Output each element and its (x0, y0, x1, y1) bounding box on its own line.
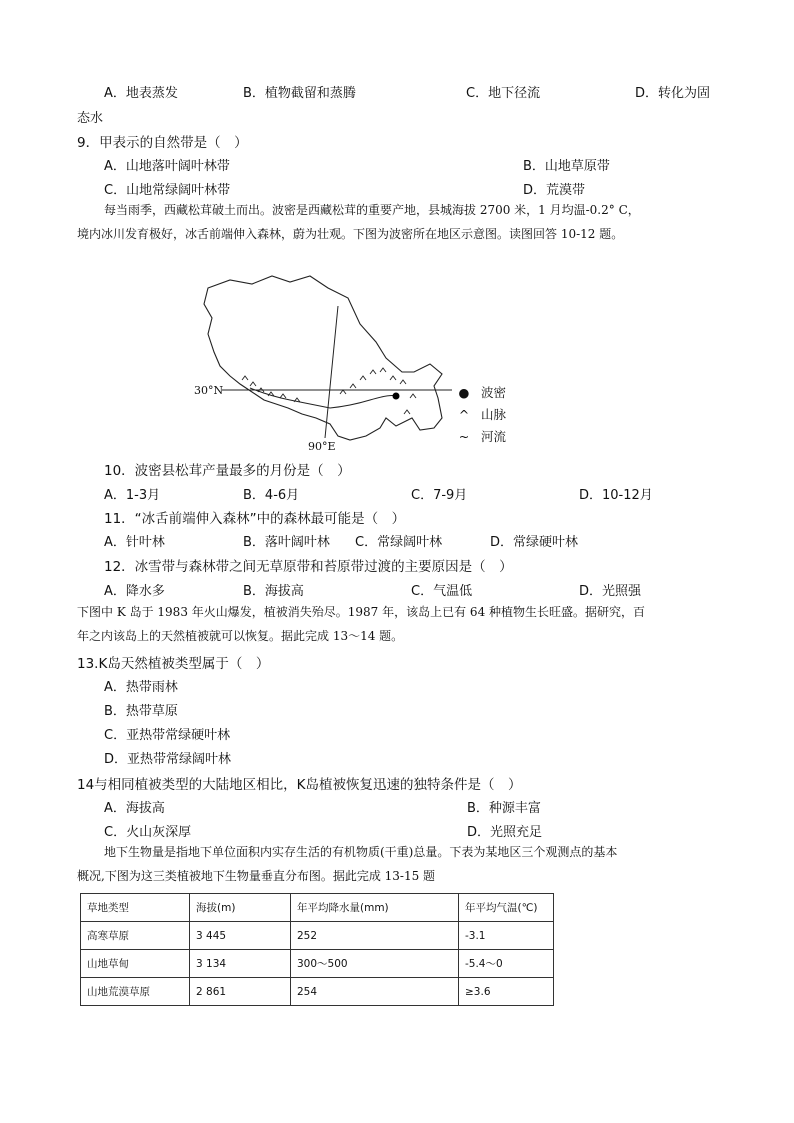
q11-stem: 11．“冰舌前端伸入森林”中的森林最可能是（ ） (104, 511, 406, 527)
legend-river-label: 河流 (481, 429, 507, 444)
passage3-line1: 地下生物量是指地下单位面积内实存生活的有机物质(干重)总量。下表为某地区三个观测点的基本 (104, 845, 618, 859)
q12-option-b: B．海拔高 (243, 584, 304, 599)
legend-bomi-label: 波密 (481, 385, 507, 400)
table-cell: 254 (291, 978, 459, 1006)
dot-icon: ● (458, 384, 470, 400)
q9-option-b: B．山地草原带 (523, 159, 610, 174)
q12-option-a: A．降水多 (104, 584, 165, 599)
table-cell: 252 (291, 922, 459, 950)
q13-option-d: D．亚热带常绿阔叶林 (104, 752, 232, 767)
passage2-line1: 下图中 K 岛于 1983 年火山爆发，植被消失殆尽。1987 年，该岛上已有 64 种植物生长旺盛。据研究，百 (77, 605, 646, 619)
q8-option-b: B．植物截留和蒸腾 (243, 86, 356, 101)
table-cell: -3.1 (459, 922, 554, 950)
q8-option-a: A．地表蒸发 (104, 86, 178, 101)
table-cell: 山地荒漠草原 (81, 978, 190, 1006)
table-header-cell: 海拔(m) (190, 894, 291, 922)
legend-mountain-label: 山脉 (481, 407, 507, 422)
q14-option-b: B．种源丰富 (467, 801, 541, 816)
q8-option-d: D．转化为固 (635, 86, 711, 101)
q10-option-b: B．4-6月 (243, 488, 300, 503)
q8-option-c: C．地下径流 (466, 86, 541, 101)
table-cell: 3 134 (190, 950, 291, 978)
q11-option-b: B．落叶阔叶林 (243, 535, 330, 550)
q9-stem: 9．甲表示的自然带是（ ） (77, 135, 248, 151)
grassland-data-table (80, 893, 554, 1006)
table-header-cell: 年平均降水量(mm) (291, 894, 459, 922)
q12-option-d: D．光照强 (579, 584, 642, 599)
map-legend (455, 381, 575, 447)
legend-row-mountain (455, 403, 575, 425)
table-row (81, 950, 554, 978)
q9-option-c: C．山地常绿阔叶林带 (104, 183, 231, 198)
table-cell: ≥3.6 (459, 978, 554, 1006)
q12-stem: 12．冰雪带与森林带之间无草原带和苔原带过渡的主要原因是（ ） (104, 559, 513, 575)
q13-stem: 13.K岛天然植被类型属于（ ） (77, 656, 270, 672)
river-line (250, 388, 396, 408)
table-row (81, 922, 554, 950)
table-cell: -5.4～0 (459, 950, 554, 978)
mountain-icon: ^ (458, 406, 470, 422)
q12-option-c: C．气温低 (411, 584, 473, 599)
q10-stem: 10．波密县松茸产量最多的月份是（ ） (104, 463, 351, 479)
q10-option-c: C．7-9月 (411, 488, 468, 503)
longitude-label: 90°E (308, 440, 336, 453)
table-row (81, 978, 554, 1006)
q8-option-d-continued: 态水 (77, 111, 104, 126)
table-header-cell: 年平均气温(℃) (459, 894, 554, 922)
legend-row-bomi (455, 381, 575, 403)
longitude-90e-line (325, 306, 338, 438)
q10-option-a: A．1-3月 (104, 488, 161, 503)
q14-option-a: A．海拔高 (104, 801, 165, 816)
q13-option-b: B．热带草原 (104, 704, 178, 719)
latitude-label: 30°N (194, 384, 224, 397)
table-cell: 300～500 (291, 950, 459, 978)
q11-option-a: A．针叶林 (104, 535, 165, 550)
region-outline (204, 276, 442, 440)
table-header-row (81, 894, 554, 922)
legend-row-river (455, 425, 575, 447)
river-icon: ~ (458, 428, 470, 444)
table-cell: 山地草甸 (81, 950, 190, 978)
q13-option-a: A．热带雨林 (104, 680, 178, 695)
table-cell: 高寒草原 (81, 922, 190, 950)
q9-option-d: D．荒漠带 (523, 183, 586, 198)
q13-option-c: C．亚热带常绿硬叶林 (104, 728, 231, 743)
q14-option-c: C．火山灰深厚 (104, 825, 192, 840)
q14-option-d: D．光照充足 (467, 825, 543, 840)
table-cell: 2 861 (190, 978, 291, 1006)
mountain-symbols (242, 368, 416, 414)
bomi-point (393, 393, 400, 400)
table-cell: 3 445 (190, 922, 291, 950)
q10-option-d: D．10-12月 (579, 488, 653, 503)
q9-option-a: A．山地落叶阔叶林带 (104, 159, 230, 174)
table-header-cell: 草地类型 (81, 894, 190, 922)
passage1-line2: 境内冰川发育极好，冰舌前端伸入森林，蔚为壮观。下图为波密所在地区示意图。读图回答 10-12 题。 (77, 227, 624, 241)
q11-option-c: C．常绿阔叶林 (355, 535, 443, 550)
passage1-line1: 每当雨季，西藏松茸破土而出。波密是西藏松茸的重要产地，县城海拔 2700 米，1 月均温-0.2° C， (104, 203, 640, 217)
passage3-line2: 概况,下图为这三类植被地下生物量垂直分布图。据此完成 13-15 题 (77, 869, 436, 883)
q14-stem: 14与相同植被类型的大陆地区相比，K岛植被恢复迅速的独特条件是（ ） (77, 777, 522, 793)
passage2-line2: 年之内该岛上的天然植被就可以恢复。据此完成 13～14 题。 (77, 629, 404, 643)
q11-option-d: D．常绿硬叶林 (490, 535, 579, 550)
